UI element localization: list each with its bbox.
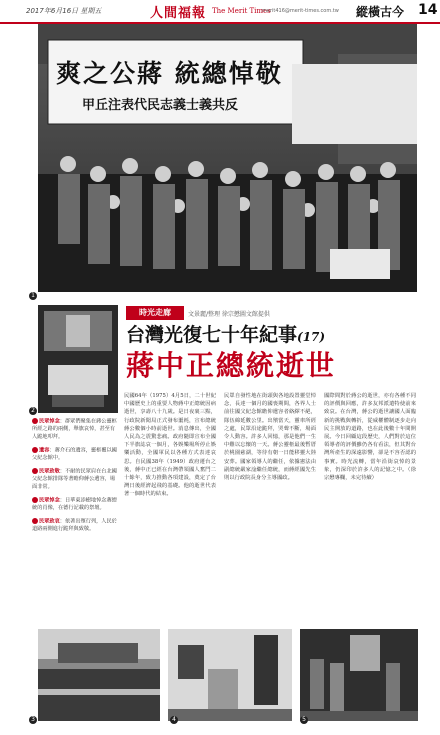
caption-text: ：群眾們聚集在蔣公靈柩所經之路的兩側，舉旗哀悼，甚至有人跪地叩拜。 [32, 418, 117, 441]
article-column-3: 國際間對於蔣公的逝世，亦有各種不同的評價與回應，許多友邦派遣特使前來致哀。在台灣，蔣公的逝世讓國人面臨新的挑戰與轉折，從威權體制逐步走向民主開放的道路，也在此後數十年間開展。今日回顧這段歷史，人們對於這位領導者的評價雖仍各有看法，但其對台灣所產生的深遠影響，卻是不容否認的事實。時光流轉，當年沿街哀悼的景象，仍深印於許多人的記憶之中。（徐宗懋專欄，未完待續） [324, 393, 416, 482]
photo-number-1: 1 [29, 292, 37, 300]
caption-text: ：蔣介石的遺容，靈柩覆以國父紀念館中。 [32, 447, 117, 462]
photo-funeral-procession [300, 629, 418, 721]
banner-sub-text: 甲丘注表代民志義士義共反 [82, 98, 239, 113]
article-credit: 文景麗/整理 徐宗懋圖文館提供 [188, 311, 270, 318]
caption-text: ：不耐的民眾肩在台北國父紀念館排隊等著瞻仰蔣公遺容，場面非常。 [32, 468, 117, 491]
funeral-procession-image [300, 629, 418, 721]
issue-date: 2017年6月16日 星期五 [26, 7, 102, 15]
casket-image [38, 305, 118, 413]
photo-number-5: 5 [300, 716, 308, 724]
column-tag: 時光走廊 [126, 306, 184, 320]
caption-head: 遺容 [39, 447, 50, 454]
caption-bullet-icon [32, 468, 38, 474]
article-headline: 蔣中正總統逝世 [126, 349, 337, 382]
crowd-queue-image [38, 629, 160, 721]
caption-bullet-icon [32, 497, 38, 503]
series-title-text: 台灣光復七十年紀事 [126, 324, 298, 346]
caption-bullet-icon [32, 447, 38, 453]
page-number: 14 [418, 2, 438, 18]
portrait-shrine-image [168, 629, 292, 721]
article-column-2: 民眾自發性地在街頭與各地設置靈堂悼念，長達一個月的國喪期間，各界人士前往國父紀念館瞻仰遺容者絡繹不絕，隊伍綿延數公里。出殯當天，靈車所經之處，民眾沿途跪拜，哭聲不斷，場面令人動容。許多人回憶，那是他們一生中難以忘懷的一天。蔣公靈柩最後暫厝於桃園慈湖，等待有朝一日能移靈大陸安葬。國家領導人的繼任，依據憲法由副總統嚴家淦繼任總統，而蔣經國先生則以行政院長身分主導國政。 [224, 393, 316, 482]
photo-number-3: 3 [29, 716, 37, 724]
photo-captions [32, 418, 118, 539]
caption-5 [32, 518, 118, 534]
photo-crowd-queue [38, 629, 160, 721]
photo-portrait-shrine [168, 629, 292, 721]
newspaper-logo-en: The Merit Times [212, 7, 271, 15]
caption-head: 民眾致哀 [39, 518, 60, 525]
contact-email: merit416@merit-times.com.tw [262, 8, 339, 14]
section-title: 縱橫古今 [356, 5, 405, 19]
caption-head: 民眾悼念 [39, 418, 60, 425]
article-series-title [126, 320, 325, 347]
caption-3 [32, 468, 118, 492]
banner-main-text: 爽之公蔣 統總悼敬 [56, 59, 283, 88]
photo-mourning-crowd [38, 24, 417, 292]
caption-1 [32, 418, 118, 442]
photo-number-4: 4 [170, 716, 178, 724]
caption-head: 民眾致敬 [39, 468, 60, 475]
caption-text: ：依著出殯行列，人民於道路兩側進行跪拜與致敬。 [32, 518, 117, 533]
newspaper-logo: 人間福報 [150, 6, 207, 21]
caption-head: 民眾悼念 [39, 497, 60, 504]
photo-casket [38, 305, 118, 413]
article-column-1: 民國64年（1975）4月5日，二十世紀中國歷史上的重要人物蔣中正總統因病逝世，享壽八十九歲。是日夜裏三點，行政院新聞局正式發布噩耗，宣布總統蔣公數個小時前逝世。消息傳出，全國人民為之震驚悲痛。政府隨即宣布全國下半旗誌哀一個月，各娛樂場所停止娛樂活動，全國軍民以各種方式表達哀思。自民國38年（1949）政府遷台之後，蔣中正已經在台灣帶領國人奮鬥二十餘年，致力推動各項建設，奠定了台灣日後經濟起飛的基礎。他的逝世代表著一個時代的結束。 [124, 393, 216, 498]
episode-number: (17) [297, 330, 326, 344]
caption-text: ：日華東添樹地悼念蔣總統的肖像，在德行記載的祭壇。 [32, 497, 117, 512]
photo-number-2: 2 [29, 407, 37, 415]
caption-bullet-icon [32, 418, 38, 424]
caption-4 [32, 497, 118, 513]
page-header [0, 0, 440, 24]
caption-bullet-icon [32, 518, 38, 524]
caption-2 [32, 447, 118, 463]
